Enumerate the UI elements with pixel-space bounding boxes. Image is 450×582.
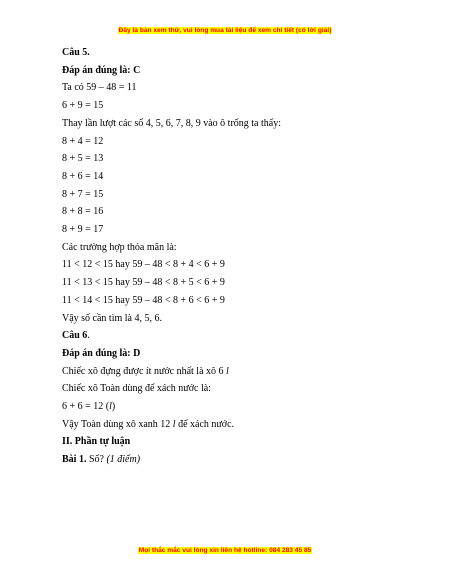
exercise-1-label: Bài 1. [62,454,87,466]
solution-line [62,398,422,416]
exercise-1-points: (1 điểm) [106,454,141,466]
solution-text: ) [111,401,116,413]
exercise-1 [62,451,422,469]
question-6-answer: Đáp án đúng là: D [62,347,141,359]
preview-notice-text: Đây là bản xem thử, vui lòng mua tài liệu để xem chi tiết (có lời giải) [118,27,332,34]
solution-line: Chiếc xô Toàn dùng để xách nước là: [62,383,211,395]
solution-line: 11 < 14 < 15 hay 59 – 48 < 8 + 6 < 6 + 9 [62,294,225,306]
question-5-heading: Câu 5. [62,47,90,58]
solution-text: 6 + 6 = 12 ( [62,401,110,413]
hotline-text: Mọi thắc mắc vui lòng xin liên hệ hotline: 084 283 45 85 [138,547,312,554]
solution-line: Vậy số cần tìm là 4, 5, 6. [62,312,162,324]
solution-line: Các trường hợp thỏa mãn là: [62,241,177,253]
solution-line: 8 + 4 = 12 [62,135,104,147]
hotline-banner [0,546,450,555]
question-6-heading [62,327,422,345]
solution-line: 11 < 13 < 15 hay 59 – 48 < 8 + 5 < 6 + 9 [62,277,225,289]
solution-line [62,363,422,381]
solution-line: 8 + 7 = 15 [62,188,104,200]
exercise-1-text: Số? [86,454,107,466]
solution-text: Chiếc xô đựng được ít nước nhất là xô 6 [62,365,227,377]
solution-line: 8 + 8 = 16 [62,206,104,218]
question-6-period: . [87,330,90,342]
liter-unit: l [109,401,112,413]
solution-line [62,416,422,434]
question-5-answer: Đáp án đúng là: C [62,64,141,76]
solution-line: 8 + 6 = 14 [62,170,104,182]
solution-line: 6 + 9 = 15 [62,100,104,112]
document-body [62,44,422,469]
solution-text: Vậy Toàn dùng xô xanh 12 [62,418,173,430]
preview-notice-banner [0,26,450,35]
liter-unit: l [172,418,176,430]
solution-line: 8 + 9 = 17 [62,224,104,236]
solution-line: Thay lần lượt các số 4, 5, 6, 7, 8, 9 vào ô trống ta thấy: [62,117,281,129]
solution-line: 11 < 12 < 15 hay 59 – 48 < 8 + 4 < 6 + 9 [62,259,225,271]
solution-line: 8 + 5 = 13 [62,153,104,165]
solution-text: để xách nước. [175,418,235,430]
part-2-heading: II. Phần tự luận [62,436,131,448]
liter-unit: l [226,365,229,377]
solution-line: Ta có 59 – 48 = 11 [62,82,137,94]
question-6-title: Câu 6 [62,330,88,342]
